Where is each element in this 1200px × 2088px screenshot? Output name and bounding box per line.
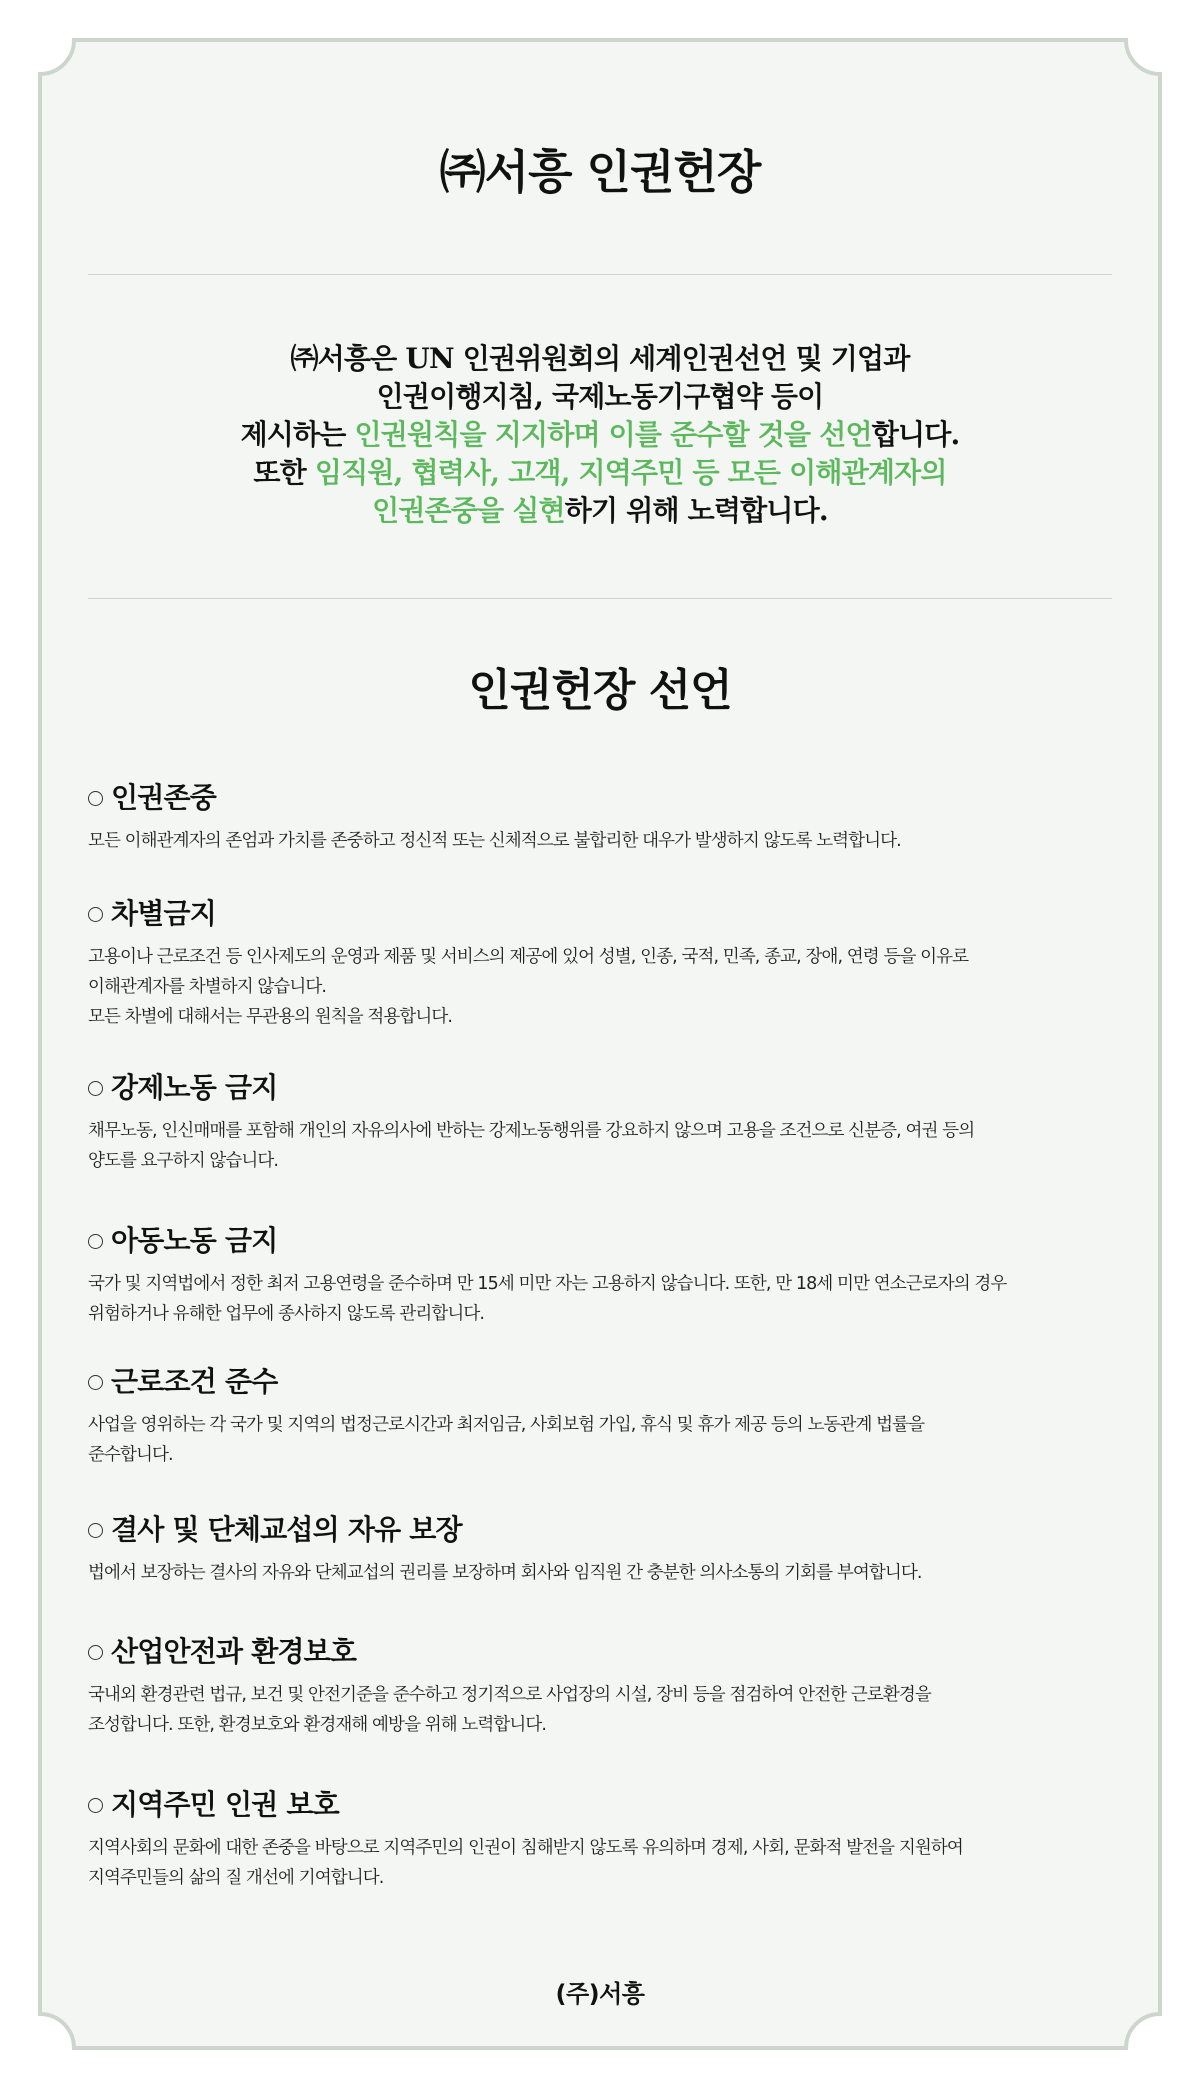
circle-bullet-icon xyxy=(88,791,103,806)
divider-top xyxy=(88,274,1112,275)
circle-bullet-icon xyxy=(88,1375,103,1390)
principle-body-line: 사업을 영위하는 각 국가 및 지역의 법정근로시간과 최저임금, 사회보험 가입, 휴식 및 휴가 제공 등의 노동관계 법률을 xyxy=(88,1415,925,1435)
principle-body-line: 준수합니다. xyxy=(88,1445,173,1465)
intro-line-2: 인권이행지침, 국제노동기구협약 등이 xyxy=(376,380,824,413)
principle-body xyxy=(88,1116,1128,1176)
intro-line-1: ㈜서흥은 UN 인권위원회의 세계인권선언 및 기업과 xyxy=(290,342,910,375)
principle-body-line: 국가 및 지역법에서 정한 최저 고용연령을 준수하며 만 15세 미만 자는 고용하지 않습니다. 또한, 만 18세 미만 연소근로자의 경우 xyxy=(88,1274,1007,1294)
principle-heading xyxy=(88,1783,1128,1823)
principle-body-line: 모든 차별에 대해서는 무관용의 원칙을 적용합니다. xyxy=(88,1007,453,1027)
circle-bullet-icon xyxy=(88,907,103,922)
principle-body-line: 이해관계자를 차별하지 않습니다. xyxy=(88,977,327,997)
principle-body xyxy=(88,942,1128,1032)
intro-line-4 xyxy=(88,454,1112,492)
principle-child-labor xyxy=(88,1219,1128,1329)
principle-body-line: 모든 이해관계자의 존엄과 가치를 존중하고 정신적 또는 신체적으로 불합리한 대우가 발생하지 않도록 노력합니다. xyxy=(88,831,901,851)
intro-line-3-highlight: 인권원칙을 지지하며 이를 준수할 것을 선언 xyxy=(354,418,872,451)
divider-middle xyxy=(88,598,1112,599)
principle-title: 근로조건 준수 xyxy=(111,1365,278,1398)
principle-heading xyxy=(88,1066,1128,1106)
principle-body-line: 고용이나 근로조건 등 인사제도의 운영과 제품 및 서비스의 제공에 있어 성별, 인종, 국적, 민족, 종교, 장애, 연령 등을 이유로 xyxy=(88,947,969,967)
principle-body xyxy=(88,1410,1128,1470)
principle-respect xyxy=(88,776,1128,856)
principle-heading xyxy=(88,1219,1128,1259)
principle-forced-labor xyxy=(88,1066,1128,1176)
principle-body-line: 채무노동, 인신매매를 포함해 개인의 자유의사에 반하는 강제노동행위를 강요하지 않으며 고용을 조건으로 신분증, 여권 등의 xyxy=(88,1121,975,1141)
circle-bullet-icon xyxy=(88,1081,103,1096)
intro-line-5-highlight: 인권존중을 실현 xyxy=(372,494,565,527)
principle-body xyxy=(88,1269,1128,1329)
principle-title: 아동노동 금지 xyxy=(111,1224,278,1257)
company-signature: (주)서흥 xyxy=(555,1980,645,2008)
principle-body-line: 지역주민들의 삶의 질 개선에 기여합니다. xyxy=(88,1868,384,1888)
principle-working-conditions xyxy=(88,1360,1128,1470)
page-title: ㈜서흥 인권헌장 xyxy=(439,145,761,199)
principle-title: 결사 및 단체교섭의 자유 보장 xyxy=(111,1513,462,1546)
principle-title: 인권존중 xyxy=(111,781,216,814)
intro-line-5-tail: 하기 위해 노력합니다. xyxy=(564,494,828,527)
principle-body xyxy=(88,1833,1128,1893)
principle-community-rights xyxy=(88,1783,1128,1893)
principle-heading xyxy=(88,892,1128,932)
principle-body-line: 위험하거나 유해한 업무에 종사하지 않도록 관리합니다. xyxy=(88,1304,485,1324)
principle-title: 산업안전과 환경보호 xyxy=(111,1635,357,1668)
principle-body-line: 양도를 요구하지 않습니다. xyxy=(88,1151,279,1171)
intro-line-3 xyxy=(88,416,1112,454)
circle-bullet-icon xyxy=(88,1645,103,1660)
intro-statement xyxy=(88,340,1112,530)
circle-bullet-icon xyxy=(88,1798,103,1813)
principle-body-line: 법에서 보장하는 결사의 자유와 단체교섭의 권리를 보장하며 회사와 임직원 간 충분한 의사소통의 기회를 부여합니다. xyxy=(88,1563,922,1583)
principle-freedom-of-association xyxy=(88,1508,1128,1588)
principle-body xyxy=(88,1680,1128,1740)
section-title: 인권헌장 선언 xyxy=(468,665,732,716)
charter-document xyxy=(88,0,1112,2088)
principle-body-line: 국내외 환경관련 법규, 보건 및 안전기준을 준수하고 정기적으로 사업장의 시설, 장비 등을 점검하여 안전한 근로환경을 xyxy=(88,1685,931,1705)
principle-body-line: 지역사회의 문화에 대한 존중을 바탕으로 지역주민의 인권이 침해받지 않도록 유의하며 경제, 사회, 문화적 발전을 지원하여 xyxy=(88,1838,963,1858)
principle-heading xyxy=(88,1630,1128,1670)
circle-bullet-icon xyxy=(88,1234,103,1249)
principle-body xyxy=(88,1558,1128,1588)
circle-bullet-icon xyxy=(88,1523,103,1538)
principle-heading xyxy=(88,1360,1128,1400)
principle-body-line: 조성합니다. 또한, 환경보호와 환경재해 예방을 위해 노력합니다. xyxy=(88,1715,547,1735)
intro-line-3-tail: 합니다. xyxy=(871,418,960,451)
principle-heading xyxy=(88,1508,1128,1548)
principle-body xyxy=(88,826,1128,856)
principle-title: 지역주민 인권 보호 xyxy=(111,1788,339,1821)
intro-line-4-highlight: 임직원, 협력사, 고객, 지역주민 등 모든 이해관계자의 xyxy=(314,456,947,489)
principle-safety-environment xyxy=(88,1630,1128,1740)
principle-title: 차별금지 xyxy=(111,897,216,930)
principle-non-discrimination xyxy=(88,892,1128,1032)
intro-line-5 xyxy=(88,492,1112,530)
intro-line-4-text: 또한 xyxy=(253,456,315,489)
principle-heading xyxy=(88,776,1128,816)
principle-title: 강제노동 금지 xyxy=(111,1071,278,1104)
intro-line-3-text: 제시하는 xyxy=(240,418,355,451)
